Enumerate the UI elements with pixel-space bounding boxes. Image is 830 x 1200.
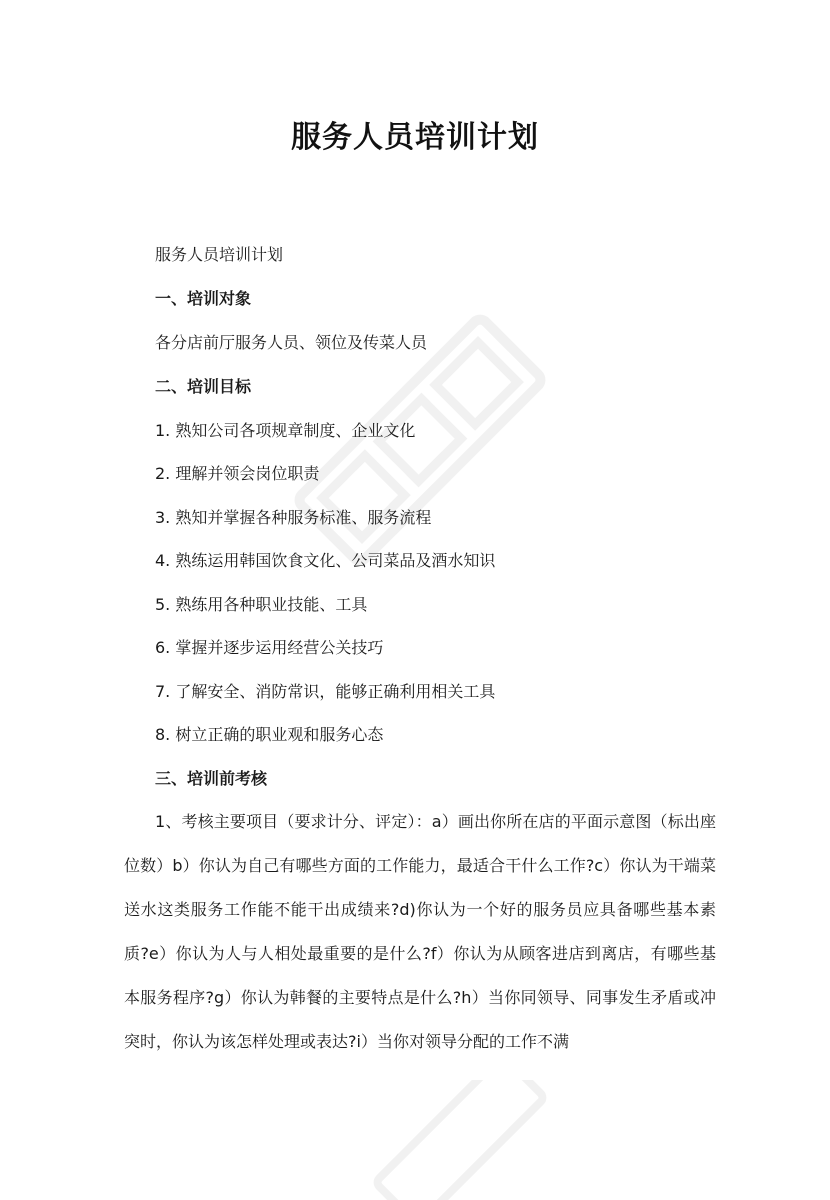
assessment-paragraph: 1、考核主要项目（要求计分、评定）：a）画出你所在店的平面示意图（标出座位数）b）你认为自己有哪些方面的工作能力，最适合干什么工作?c）你认为干端菜送水这类服务工作能不能干出成绩来?d)你认为一个好的服务员应具备哪些基本素质?e）你认为人与人相处最重要的是什么?f）你认为从顾客进店到离店，有哪些基本服务程序?g）你认为韩餐的主要特点是什么?h）当你同领导、同事发生矛盾或冲突时，你认为该怎样处理或表达?i）当你对领导分配的工作不满 [124,812,716,1051]
goal-item-2: 2. 理解并领会岗位职责 [155,464,320,483]
goal-item-7: 7. 了解安全、消防常识，能够正确利用相关工具 [155,682,496,701]
goal-item-3: 3. 熟知并掌握各种服务标准、服务流程 [155,508,432,527]
goal-item-6: 6. 掌握并逐步运用经营公关技巧 [155,638,384,657]
section-heading-training-goals: 二、培训目标 [155,377,252,396]
document-subtitle: 服务人员培训计划 [155,245,284,264]
section-heading-training-target: 一、培训对象 [155,289,252,308]
goal-item-4: 4. 熟练运用韩国饮食文化、公司菜品及酒水知识 [155,551,496,570]
goal-item-1: 1. 熟知公司各项规章制度、企业文化 [155,421,416,440]
watermark-logo-bottom [360,1080,560,1200]
section-heading-pre-training-assessment: 三、培训前考核 [155,769,268,788]
goal-item-8: 8. 树立正确的职业观和服务心态 [155,725,384,744]
training-target-text: 各分店前厅服务人员、领位及传菜人员 [155,333,428,352]
goal-item-5: 5. 熟练用各种职业技能、工具 [155,595,368,614]
document-title: 服务人员培训计划 [291,120,539,155]
